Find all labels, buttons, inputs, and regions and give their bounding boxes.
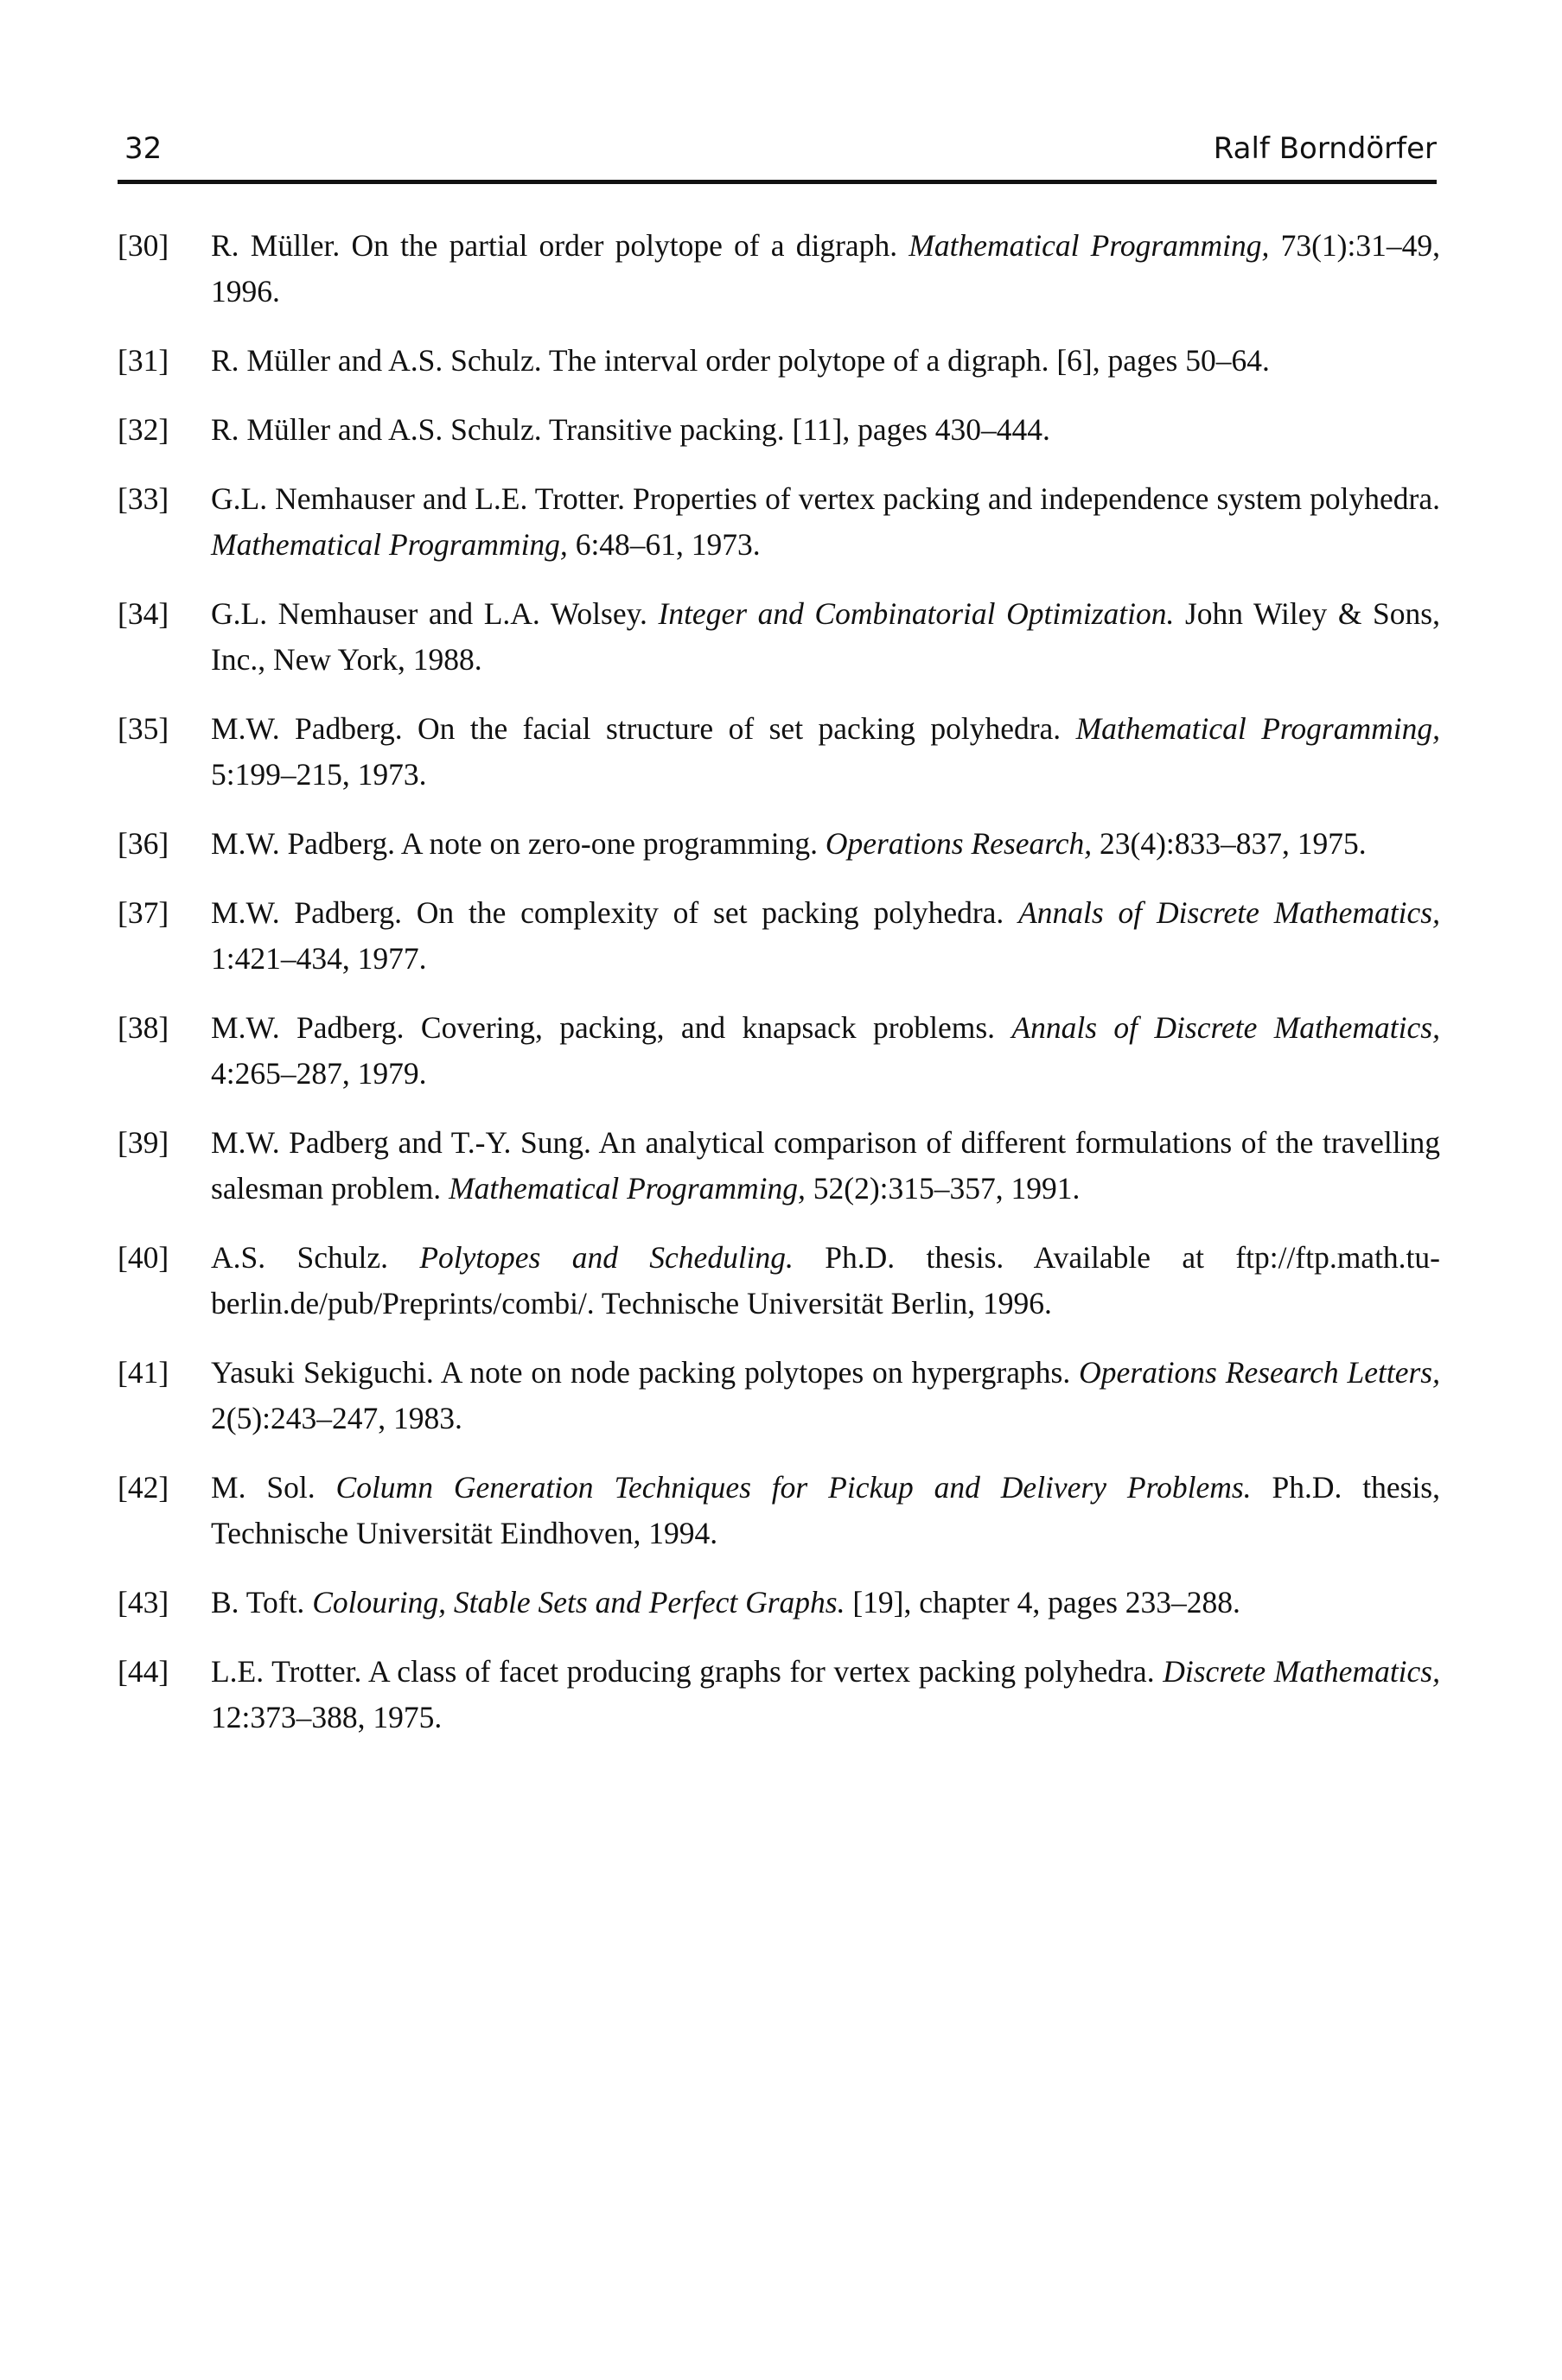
reference-text-segment: M.W. Padberg. On the complexity of set packing polyhedra. [211,895,1019,930]
reference-text-segment: G.L. Nemhauser and L.A. Wolsey. [211,596,659,631]
reference-label: [31] [118,343,169,378]
reference-title-italic: Annals of Discrete Mathematics, [1018,895,1440,930]
reference-text [211,1235,1440,1327]
reference-text-segment: Yasuki Sekiguchi. A note on node packing polytopes on hypergraphs. [211,1355,1080,1390]
reference-text-segment: B. Toft. [211,1585,313,1620]
reference-title-italic: Discrete Mathematics, [1163,1654,1440,1689]
reference-text [211,407,1440,453]
reference-text-segment: R. Müller and A.S. Schulz. The interval order polytope of a digraph. [6], pages 50–64. [211,343,1270,378]
page-number: 32 [124,131,163,166]
reference-label: [40] [118,1240,169,1275]
reference-text-segment: 6:48–61, 1973. [567,527,761,562]
reference-text [211,338,1440,384]
reference-title-italic: Annals of Discrete Mathematics, [1011,1010,1440,1045]
reference-title-italic: Column Generation Techniques for Pickup and Delivery Problems. [335,1470,1252,1505]
reference-list [118,223,1440,1764]
reference-text [211,223,1440,315]
reference-label: [33] [118,481,169,516]
reference-entry [118,1005,1440,1097]
reference-text-segment: 2(5):243–247, 1983. [211,1401,462,1435]
reference-entry [118,706,1440,798]
reference-text-segment: John Wiley & Sons, Inc., New York, 1988. [211,596,1440,677]
reference-entry [118,1465,1440,1556]
reference-title-italic: Mathematical Programming, [909,228,1270,263]
reference-text [211,1350,1440,1441]
reference-entry [118,1235,1440,1327]
reference-text [211,1465,1440,1556]
reference-text-segment: L.E. Trotter. A class of facet producing graphs for vertex packing polyhedra. [211,1654,1164,1689]
reference-text [211,1120,1440,1212]
reference-text-segment: A.S. Schulz. [211,1240,420,1275]
reference-text [211,476,1440,568]
reference-text-segment: 4:265–287, 1979. [211,1056,427,1091]
reference-entry [118,890,1440,982]
reference-text-segment: Ph.D. thesis, Technische Universität Eindhoven, 1994. [211,1470,1440,1550]
reference-entry [118,591,1440,683]
reference-label: [30] [118,228,169,263]
reference-entry [118,1649,1440,1740]
reference-entry [118,476,1440,568]
reference-title-italic: Operations Research Letters, [1079,1355,1440,1390]
reference-title-italic: Mathematical Programming, [211,527,568,562]
reference-label: [44] [118,1654,169,1689]
reference-text [211,1649,1440,1740]
reference-title-italic: Mathematical Programming, [1075,711,1440,746]
reference-label: [38] [118,1010,169,1045]
running-head: Ralf Borndörfer [1213,131,1437,166]
reference-text-segment: M. Sol. [211,1470,336,1505]
reference-entry [118,223,1440,315]
reference-text-segment: M.W. Padberg and T.-Y. Sung. An analytical comparison of different formulations of the travelling salesman problem. [211,1125,1440,1206]
reference-text [211,1005,1440,1097]
reference-text-segment: G.L. Nemhauser and L.E. Trotter. Properties of vertex packing and independence system polyhedra. [211,481,1440,516]
reference-entry [118,821,1440,867]
reference-text-segment: 73(1):31–49, 1996. [211,228,1440,309]
reference-label: [32] [118,412,169,447]
reference-text-segment: 52(2):315–357, 1991. [805,1171,1081,1206]
reference-label: [37] [118,895,169,930]
reference-text-segment: M.W. Padberg. On the facial structure of set packing polyhedra. [211,711,1076,746]
reference-label: [39] [118,1125,169,1160]
reference-label: [34] [118,596,169,631]
reference-text [211,821,1440,867]
reference-text-segment: 23(4):833–837, 1975. [1092,826,1367,861]
reference-label: [43] [118,1585,169,1620]
reference-text-segment: 12:373–388, 1975. [211,1700,443,1734]
reference-entry [118,338,1440,384]
reference-text [211,591,1440,683]
reference-entry [118,407,1440,453]
reference-text-segment: 5:199–215, 1973. [211,757,427,792]
reference-text [211,1580,1440,1626]
reference-label: [41] [118,1355,169,1390]
reference-title-italic: Integer and Combinatorial Optimization. [658,596,1175,631]
reference-title-italic: Polytopes and Scheduling. [419,1240,794,1275]
reference-text-segment: R. Müller and A.S. Schulz. Transitive packing. [11], pages 430–444. [211,412,1050,447]
reference-label: [36] [118,826,169,861]
reference-title-italic: Operations Research, [825,826,1093,861]
page-header [118,128,1437,184]
reference-text [211,890,1440,982]
reference-label: [35] [118,711,169,746]
reference-text-segment: 1:421–434, 1977. [211,941,427,976]
reference-entry [118,1350,1440,1441]
reference-text-segment: Ph.D. thesis. Available at ftp://ftp.math.tu-berlin.de/pub/Preprints/combi/. Technische Universität Berlin, 1996. [211,1240,1440,1320]
reference-label: [42] [118,1470,169,1505]
reference-title-italic: Colouring, Stable Sets and Perfect Graphs. [312,1585,845,1620]
reference-text-segment: M.W. Padberg. Covering, packing, and knapsack problems. [211,1010,1012,1045]
reference-entry [118,1580,1440,1626]
reference-entry [118,1120,1440,1212]
reference-text-segment: [19], chapter 4, pages 233–288. [845,1585,1240,1620]
reference-text [211,706,1440,798]
reference-text-segment: R. Müller. On the partial order polytope of a digraph. [211,228,909,263]
reference-title-italic: Mathematical Programming, [449,1171,806,1206]
reference-text-segment: M.W. Padberg. A note on zero-one programming. [211,826,826,861]
